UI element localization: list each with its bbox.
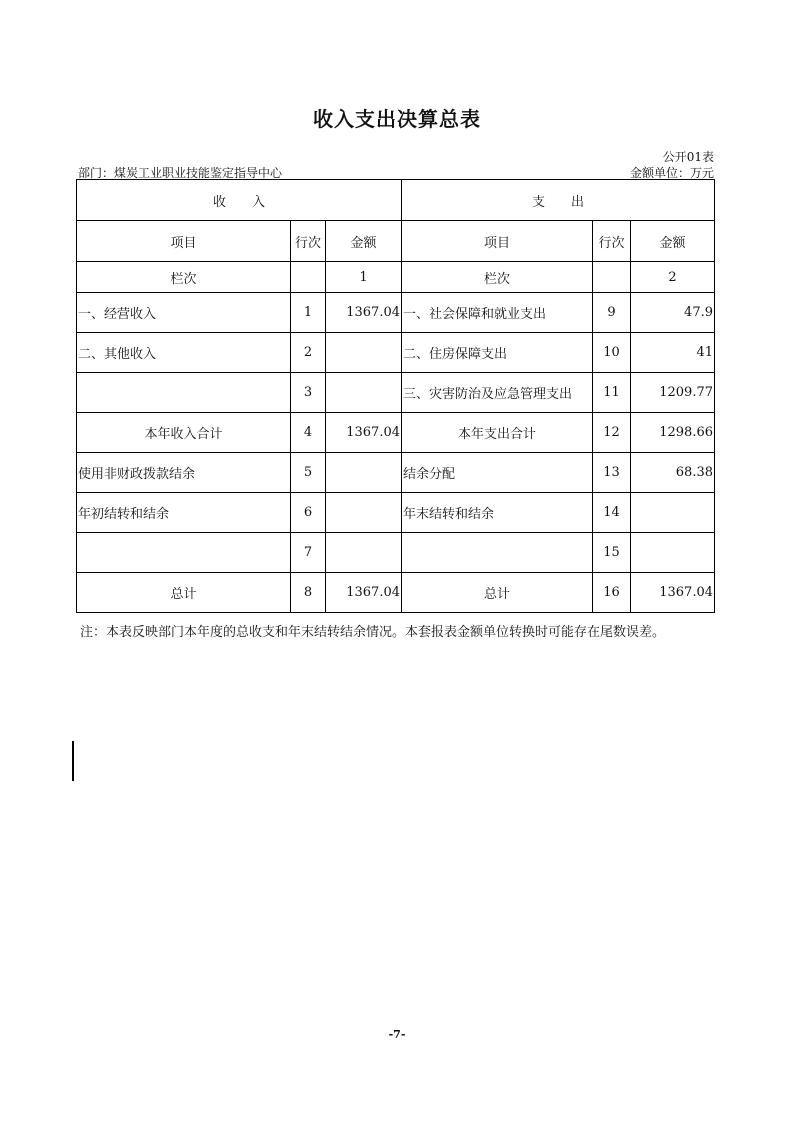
expense-amount: 1367.04 (631, 573, 715, 613)
expense-line-header: 行次 (593, 221, 631, 262)
income-item: 二、其他收入 (77, 333, 291, 373)
income-line: 6 (291, 493, 326, 533)
income-line: 2 (291, 333, 326, 373)
expense-line: 10 (593, 333, 631, 373)
expense-amount: 1209.77 (631, 373, 715, 413)
income-amount: 1367.04 (326, 413, 402, 453)
income-index-label: 栏次 (77, 262, 291, 293)
income-item (77, 373, 291, 413)
empty-cell (291, 262, 326, 293)
income-amount (326, 373, 402, 413)
form-number: 公开01表 (662, 150, 714, 164)
table-row-total (77, 573, 715, 613)
footnote: 注：本表反映部门本年度的总收支和年末结转结余情况。本套报表金额单位转换时可能存在尾数误差。 (80, 625, 666, 640)
column-header-row (77, 221, 715, 262)
income-item: 总计 (77, 573, 291, 613)
expense-line: 9 (593, 293, 631, 333)
income-amount-header: 金额 (326, 221, 402, 262)
income-item (77, 533, 291, 573)
income-amount (326, 533, 402, 573)
income-item: 一、经营收入 (77, 293, 291, 333)
margin-mark (72, 741, 74, 781)
expense-line: 14 (593, 493, 631, 533)
expense-amount: 68.38 (631, 453, 715, 493)
expense-item: 三、灾害防治及应急管理支出 (402, 373, 593, 413)
income-line: 1 (291, 293, 326, 333)
income-item-header: 项目 (77, 221, 291, 262)
page-number: -7- (388, 1028, 406, 1041)
expense-item: 年末结转和结余 (402, 493, 593, 533)
income-index-value: 1 (326, 262, 402, 293)
expense-amount (631, 533, 715, 573)
department-label: 部门：煤炭工业职业技能鉴定指导中心 (78, 166, 283, 180)
income-item: 年初结转和结余 (77, 493, 291, 533)
income-amount (326, 333, 402, 373)
income-expense-table (76, 179, 715, 613)
expense-line: 12 (593, 413, 631, 453)
expense-line: 15 (593, 533, 631, 573)
expense-section-header: 支 出 (402, 180, 715, 221)
table-row (77, 493, 715, 533)
expense-item: 本年支出合计 (402, 413, 593, 453)
income-section-header: 收 入 (77, 180, 402, 221)
income-amount: 1367.04 (326, 573, 402, 613)
income-line: 7 (291, 533, 326, 573)
table-row-subtotal (77, 413, 715, 453)
table-row (77, 453, 715, 493)
expense-amount (631, 493, 715, 533)
expense-amount: 47.9 (631, 293, 715, 333)
table-row (77, 293, 715, 333)
expense-line: 13 (593, 453, 631, 493)
expense-item: 一、社会保障和就业支出 (402, 293, 593, 333)
income-amount (326, 453, 402, 493)
unit-label: 金额单位：万元 (629, 166, 714, 180)
income-line: 8 (291, 573, 326, 613)
expense-item: 结余分配 (402, 453, 593, 493)
income-item: 使用非财政拨款结余 (77, 453, 291, 493)
expense-item-header: 项目 (402, 221, 593, 262)
income-amount: 1367.04 (326, 293, 402, 333)
expense-line: 16 (593, 573, 631, 613)
expense-line: 11 (593, 373, 631, 413)
expense-amount: 1298.66 (631, 413, 715, 453)
expense-amount-header: 金额 (631, 221, 715, 262)
page-title: 收入支出决算总表 (313, 107, 481, 131)
expense-index-label: 栏次 (402, 262, 593, 293)
table-row (77, 373, 715, 413)
column-index-row (77, 262, 715, 293)
income-line: 4 (291, 413, 326, 453)
income-amount (326, 493, 402, 533)
expense-item: 总计 (402, 573, 593, 613)
expense-item: 二、住房保障支出 (402, 333, 593, 373)
expense-item (402, 533, 593, 573)
section-header-row (77, 180, 715, 221)
income-line: 5 (291, 453, 326, 493)
table-row (77, 533, 715, 573)
empty-cell (593, 262, 631, 293)
table-row (77, 333, 715, 373)
expense-index-value: 2 (631, 262, 715, 293)
income-line-header: 行次 (291, 221, 326, 262)
income-item: 本年收入合计 (77, 413, 291, 453)
income-line: 3 (291, 373, 326, 413)
expense-amount: 41 (631, 333, 715, 373)
